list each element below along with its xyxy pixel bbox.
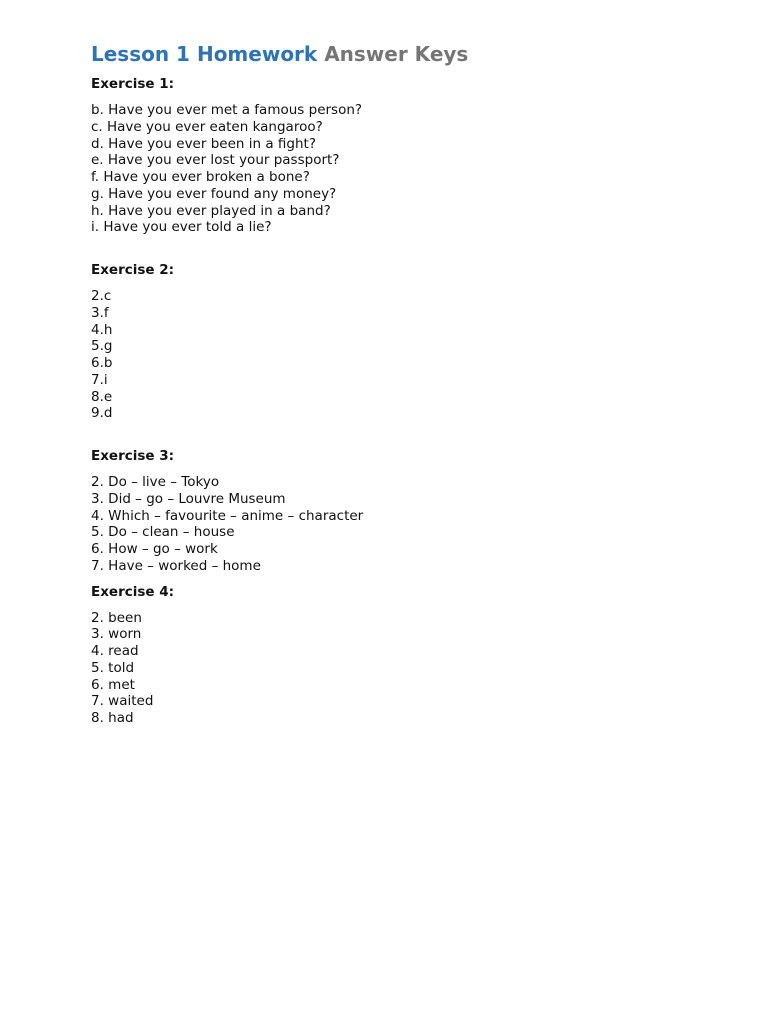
answer-line: 3. Did – go – Louvre Museum <box>91 490 286 507</box>
document-page <box>91 40 731 727</box>
answer-line: 2. Do – live – Tokyo <box>91 474 220 490</box>
title-answer-keys: Answer Keys <box>324 42 469 66</box>
answer-line: 7.i <box>91 371 108 388</box>
answer-line: 6. met <box>91 676 135 693</box>
answer-line: 8. had <box>91 710 134 726</box>
exercise-4-section <box>91 584 731 727</box>
answer-line: c. Have you ever eaten kangaroo? <box>91 118 323 135</box>
answer-line: 5. Do – clean – house <box>91 524 235 541</box>
exercise-1-answers <box>91 102 731 236</box>
answer-line: 9.d <box>91 405 113 422</box>
answer-line: 3. worn <box>91 626 142 643</box>
answer-line: 4.h <box>91 321 113 338</box>
answer-line: b. Have you ever met a famous person? <box>91 102 363 118</box>
answer-line: 3.f <box>91 304 109 321</box>
answer-line: f. Have you ever broken a bone? <box>91 169 310 185</box>
exercise-3-heading: Exercise 3: <box>91 448 175 464</box>
answer-line: e. Have you ever lost your passport? <box>91 152 340 169</box>
answer-line: i. Have you ever told a lie? <box>91 219 272 236</box>
exercise-4-answers <box>91 610 731 727</box>
exercise-2-heading: Exercise 2: <box>91 262 175 278</box>
answer-line: 2.c <box>91 288 112 304</box>
title-lesson: Lesson 1 <box>91 42 190 66</box>
exercise-2-section <box>91 262 731 422</box>
exercise-4-heading: Exercise 4: <box>91 583 175 600</box>
answer-line: 6.b <box>91 355 113 371</box>
exercise-1-heading: Exercise 1: <box>91 76 175 92</box>
answer-line: 7. waited <box>91 693 154 710</box>
exercise-3-section <box>91 448 731 575</box>
exercise-3-answers <box>91 474 731 575</box>
title-homework: Homework <box>196 42 318 66</box>
answer-line: 7. Have – worked – home <box>91 557 261 574</box>
answer-line: 8.e <box>91 388 113 405</box>
answer-line: h. Have you ever played in a band? <box>91 202 331 219</box>
answer-line: g. Have you ever found any money? <box>91 185 337 202</box>
answer-line: 4. Which – favourite – anime – character <box>91 507 364 524</box>
answer-line: 2. been <box>91 609 142 626</box>
answer-line: 5.g <box>91 338 113 355</box>
exercise-1-section <box>91 76 731 236</box>
document-title <box>91 40 731 68</box>
answer-line: d. Have you ever been in a fight? <box>91 135 316 152</box>
exercise-2-answers <box>91 288 731 422</box>
answer-line: 4. read <box>91 643 139 659</box>
answer-line: 5. told <box>91 659 135 676</box>
answer-line: 6. How – go – work <box>91 541 218 557</box>
